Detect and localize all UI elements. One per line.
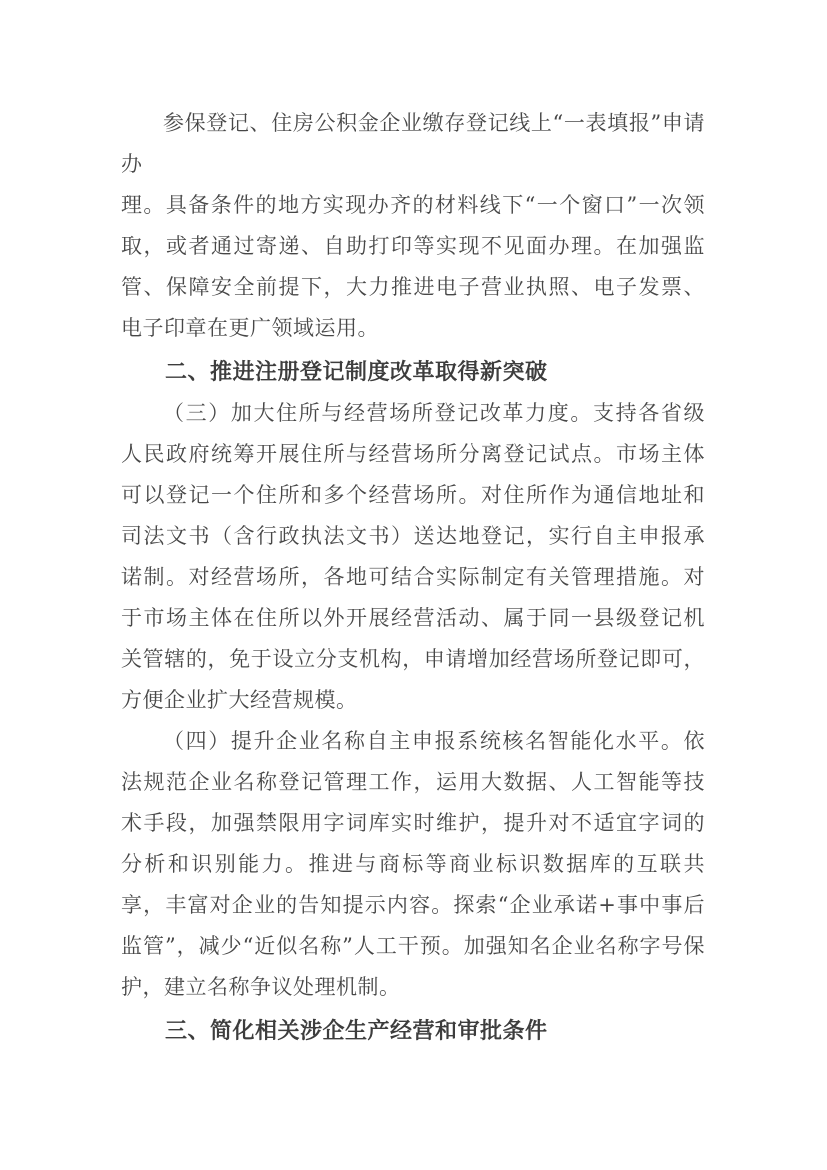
body-line-paragraph-end: 电子印章在更广领域运用。 xyxy=(121,316,379,340)
body-line: 参保登记、住房公积金企业缴存登记线上“一表填报”申请办 xyxy=(121,111,705,176)
body-line: 理。具备条件的地方实现办齐的材料线下“一个窗口”一次领 xyxy=(121,193,705,217)
body-line: 于市场主体在住所以外开展经营活动、属于同一县级登记机 xyxy=(121,606,705,630)
body-line: 监管”，减少“近似名称”人工干预。加强知名企业名称字号保 xyxy=(121,934,705,958)
body-line: 取，或者通过寄递、自助打印等实现不见面办理。在加强监 xyxy=(121,234,705,258)
body-line: 法规范企业名称登记管理工作，运用大数据、人工智能等技 xyxy=(121,770,705,794)
body-line: 术手段，加强禁限用字词库实时维护，提升对不适宜字词的 xyxy=(121,811,705,835)
body-line-paragraph-end: 方便企业扩大经营规模。 xyxy=(121,688,358,712)
body-line: 人民政府统筹开展住所与经营场所分离登记试点。市场主体 xyxy=(121,442,705,466)
body-line: 享，丰富对企业的告知提示内容。探索“企业承诺+事中事后 xyxy=(121,893,705,917)
body-line: 管、保障安全前提下，大力推进电子营业执照、电子发票、 xyxy=(121,275,705,299)
body-line: 可以登记一个住所和多个经营场所。对住所作为通信地址和 xyxy=(121,483,705,507)
body-line: 关管辖的，免于设立分支机构，申请增加经营场所登记即可， xyxy=(121,647,705,671)
section-heading-2: 二、推进注册登记制度改革取得新突破 xyxy=(165,360,548,385)
body-line-paragraph-start: （四）提升企业名称自主申报系统核名智能化水平。依 xyxy=(163,729,705,753)
text-column xyxy=(121,103,705,1052)
body-line: 司法文书（含行政执法文书）送达地登记，实行自主申报承 xyxy=(121,524,705,548)
body-line: 诺制。对经营场所，各地可结合实际制定有关管理措施。对 xyxy=(121,565,705,589)
section-heading-3: 三、简化相关涉企生产经营和审批条件 xyxy=(165,1019,548,1044)
body-line: 分析和识别能力。推进与商标等商业标识数据库的互联共 xyxy=(121,852,705,876)
body-line-paragraph-start: （三）加大住所与经营场所登记改革力度。支持各省级 xyxy=(163,401,705,425)
body-line-paragraph-end: 护，建立名称争议处理机制。 xyxy=(121,975,401,999)
